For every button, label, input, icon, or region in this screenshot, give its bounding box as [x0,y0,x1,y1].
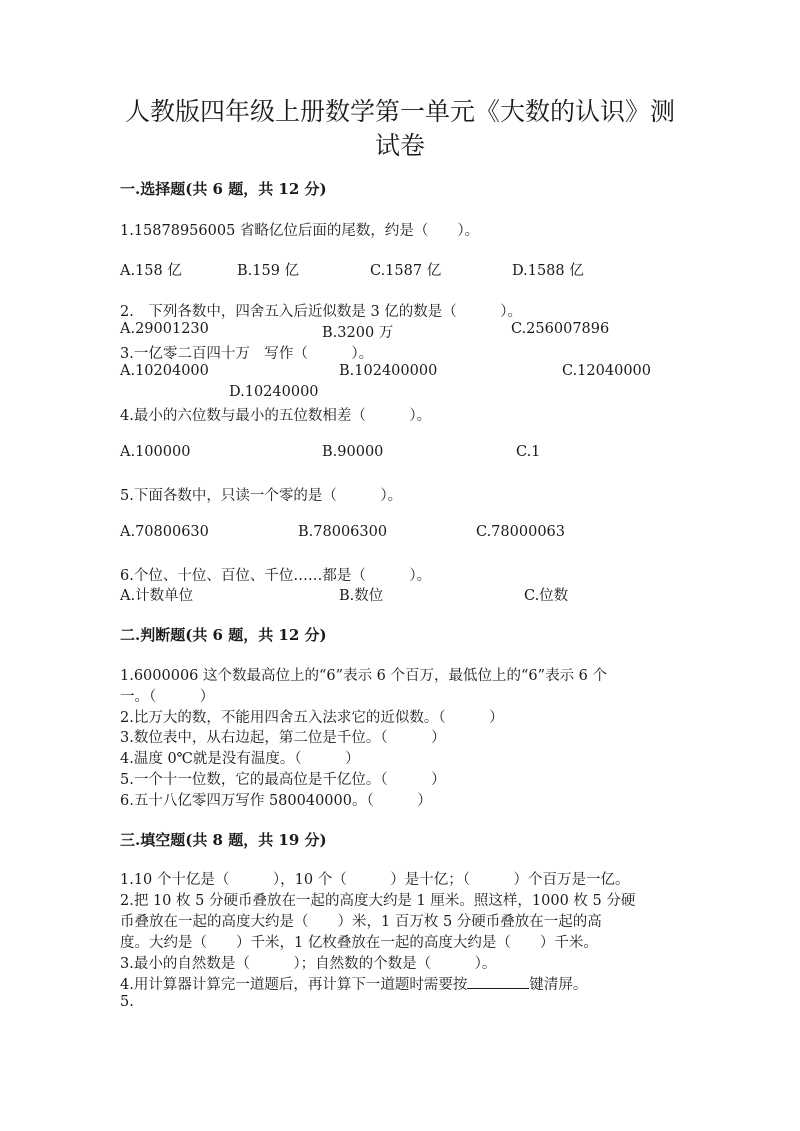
judgement-item: 4.温度 0℃就是没有温度。（ ） [120,751,360,767]
option-a: A.158 亿 [120,263,182,279]
answer-blank [467,974,529,989]
option-a: A.100000 [120,444,191,460]
fill-in-text: 键清屏。 [529,977,588,993]
fill-in-item: 3.最小的自然数是（ ）；自然数的个数是（ ）。 [120,956,497,972]
fill-in-item: 1.10 个十亿是（ ），10 个（ ）是十亿；（ ）个百万是一亿。 [120,872,630,888]
option-c: C.位数 [524,588,569,604]
judgement-item: 3.数位表中，从右边起，第二位是千位。（ ） [120,730,446,746]
judgement-item: 2.比万大的数，不能用四舍五入法求它的近似数。（ ） [120,710,504,726]
section-heading-fill-in: 三.填空题(共 8 题，共 19 分) [120,831,327,849]
fill-in-item: 度。大约是（ ）千米，1 亿枚叠放在一起的高度大约是（ ）千米。 [120,935,598,951]
option-a: A.计数单位 [120,588,194,604]
option-b: B.78006300 [298,524,388,540]
question-stem: 4.最小的六位数与最小的五位数相差（ ）。 [120,408,432,424]
judgement-item: 6.五十八亿零四万写作 580040000。（ ） [120,793,432,809]
question-stem: 5.下面各数中，只读一个零的是（ ）。 [120,488,403,504]
fill-in-item [120,973,587,994]
judgement-item: 1.6000006 这个数最高位上的“6”表示 6 个百万，最低位上的“6”表示 6 个 [120,668,608,684]
fill-in-item: 2.把 10 枚 5 分硬币叠放在一起的高度大约是 1 厘米。照这样，1000 枚 5 分硬 [120,893,636,909]
question-stem: 6.个位、十位、百位、千位……都是（ ）。 [120,568,432,584]
option-d: D.1588 亿 [512,263,584,279]
option-a: A.10204000 [120,363,209,379]
question-stem: 3.一亿零二百四十万 写作（ ）。 [120,346,374,362]
option-d: D.10240000 [229,384,319,400]
fill-in-text: 4.用计算器计算完一道题后，再计算下一道题时需要按 [120,977,468,993]
fill-in-item: 5. [120,994,134,1010]
section-heading-judgement: 二.判断题(共 6 题，共 12 分) [120,626,327,644]
option-c: C.256007896 [511,321,610,337]
page-title-line2: 试卷 [374,131,425,160]
section-heading-choice: 一.选择题(共 6 题，共 12 分) [120,180,327,198]
option-b: B.数位 [339,588,384,604]
option-b: B.102400000 [339,363,438,379]
option-b: B.90000 [322,444,384,460]
option-b: B.159 亿 [237,263,300,279]
judgement-item: 5.一个十一位数，它的最高位是千亿位。（ ） [120,772,446,788]
option-b: B.3200 万 [322,325,394,341]
question-stem: 1.15878956005 省略亿位后面的尾数，约是（ ）。 [120,223,480,239]
option-c: C.1587 亿 [370,263,442,279]
option-c: C.12040000 [562,363,651,379]
judgement-item: 一。（ ） [120,689,215,705]
option-c: C.1 [516,444,541,460]
option-a: A.70800630 [120,524,209,540]
page-title-line1: 人教版四年级上册数学第一单元《大数的认识》测 [124,97,675,126]
question-stem: 2. 下列各数中，四舍五入后近似数是 3 亿的数是（ ）。 [120,304,523,320]
option-c: C.78000063 [476,524,565,540]
option-a: A.29001230 [120,321,209,337]
fill-in-item: 币叠放在一起的高度大约是（ ）米，1 百万枚 5 分硬币叠放在一起的高 [120,914,602,930]
